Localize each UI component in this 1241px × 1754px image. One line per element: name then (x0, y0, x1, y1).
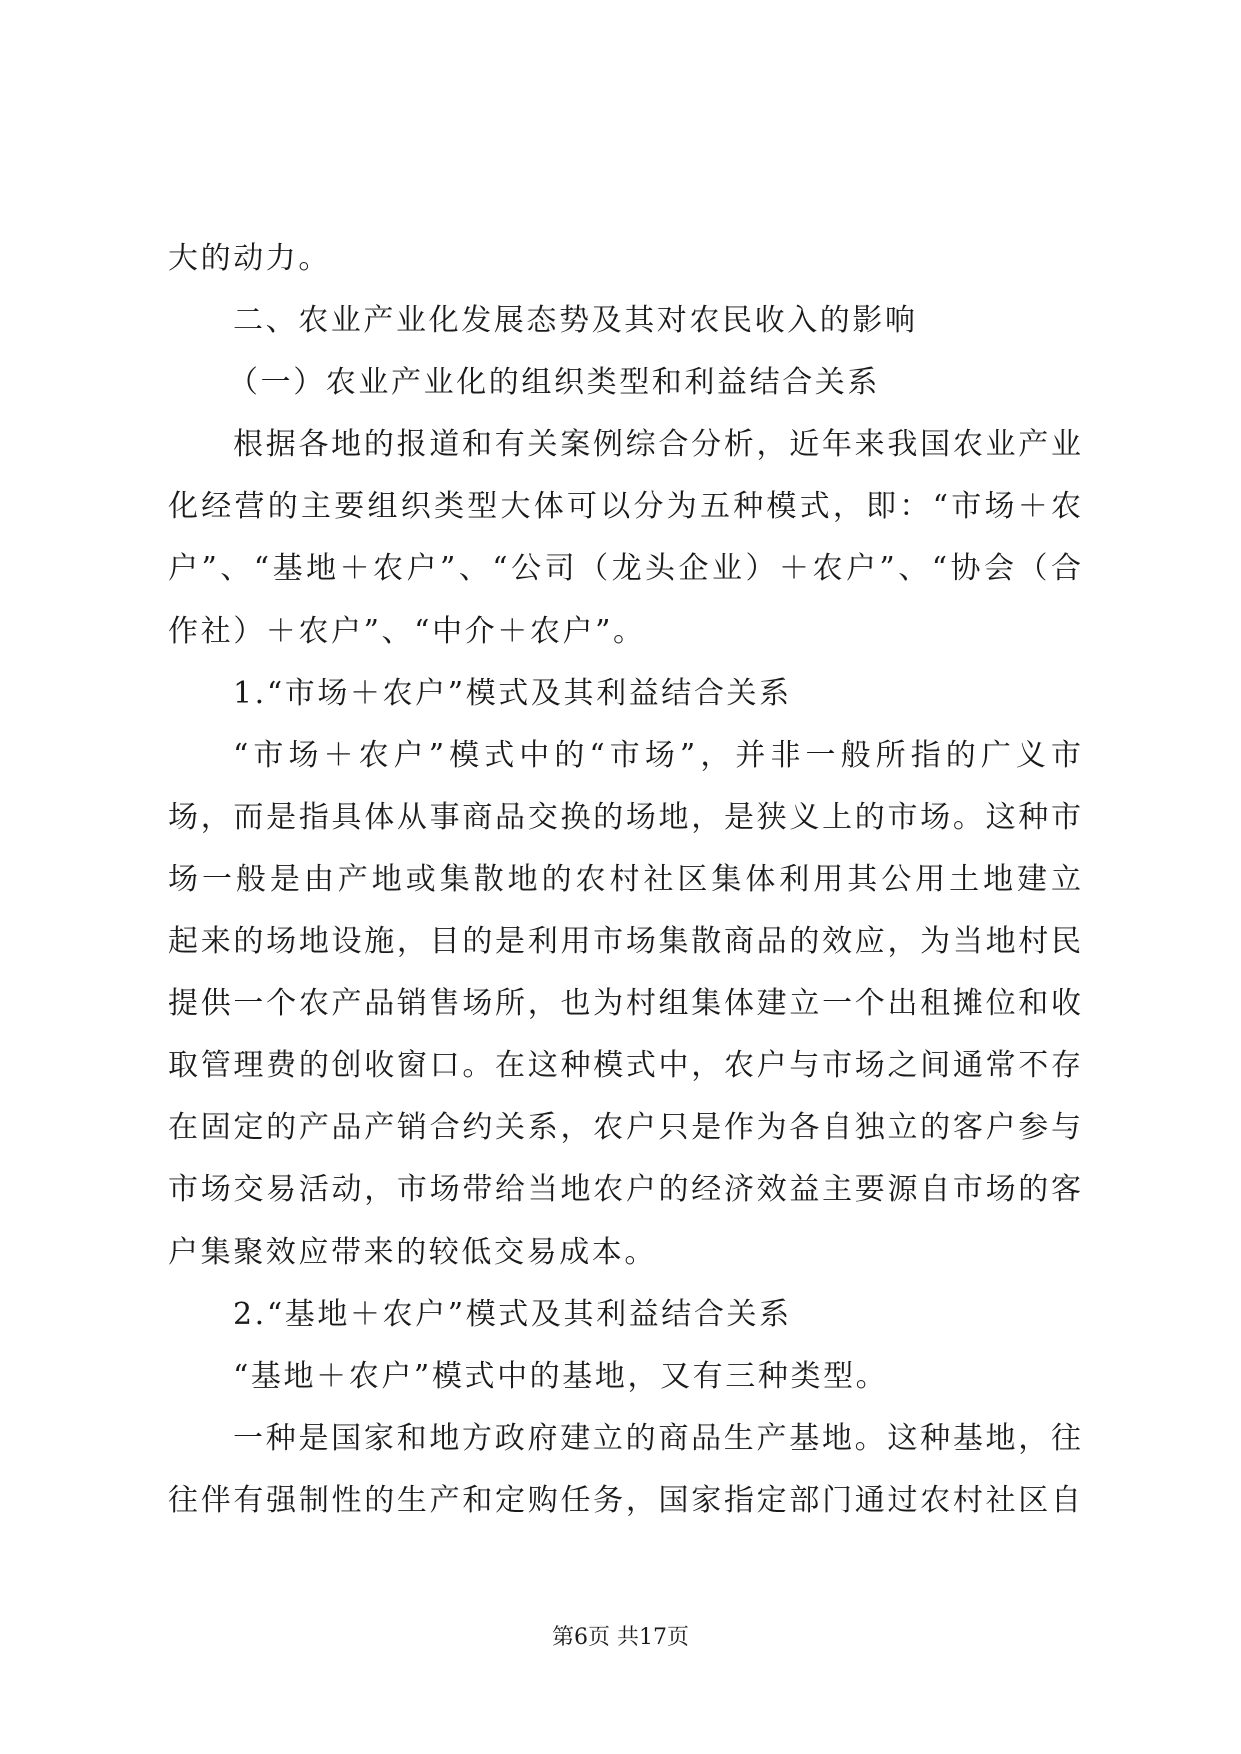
paragraph (168, 1346, 1081, 1408)
text-line: “基地＋农户”模式中的基地，又有三种类型。 (233, 1358, 889, 1394)
text-line: 户”、“基地＋农户”、“公司（龙头企业）＋农户”、“协会（合 (168, 551, 1081, 587)
section-heading (168, 290, 1081, 352)
text-line: 在固定的产品产销合约关系，农户只是作为各自独立的客户参与 (168, 1110, 1081, 1146)
section-heading-text: 二、农业产业化发展态势及其对农民收入的影响 (233, 303, 918, 339)
subsection-heading-text: （一）农业产业化的组织类型和利益结合关系 (228, 365, 880, 401)
item-heading (168, 1284, 1081, 1346)
text-line: 一种是国家和地方政府建立的商品生产基地。这种基地，往 (233, 1420, 1081, 1456)
text-line: 取管理费的创收窗口。在这种模式中，农户与市场之间通常不存 (168, 1048, 1081, 1084)
document-body (168, 228, 1081, 1532)
paragraph (168, 414, 1081, 662)
item-heading (168, 663, 1081, 725)
text-line: 提供一个农产品销售场所，也为村组集体建立一个出租摊位和收 (168, 986, 1081, 1022)
page-number-footer: 第6页 共17页 (552, 1625, 689, 1650)
subsection-heading (168, 352, 1081, 414)
text-line: 化经营的主要组织类型大体可以分为五种模式，即：“市场＋农 (168, 489, 1081, 525)
text-line: 场一般是由产地或集散地的农村社区集体利用其公用土地建立 (168, 861, 1081, 897)
text-line: 根据各地的报道和有关案例综合分析，近年来我国农业产业 (233, 427, 1081, 463)
paragraph (168, 228, 1081, 290)
paragraph (168, 725, 1081, 1284)
text-line: 大的动力。 (168, 241, 331, 276)
text-line: 作社）＋农户”、“中介＋农户”。 (168, 613, 646, 649)
text-line: 往伴有强制性的生产和定购任务，国家指定部门通过农村社区自 (168, 1482, 1081, 1518)
item-heading-text: 1.“市场＋农户”模式及其利益结合关系 (233, 675, 792, 711)
item-heading-text: 2.“基地＋农户”模式及其利益结合关系 (233, 1296, 792, 1332)
text-line: 市场交易活动，市场带给当地农户的经济效益主要源自市场的客 (168, 1172, 1081, 1208)
text-line: 户集聚效应带来的较低交易成本。 (168, 1234, 657, 1270)
text-line: 场，而是指具体从事商品交换的场地，是狭义上的市场。这种市 (168, 799, 1081, 835)
text-line: “市场＋农户”模式中的“市场”，并非一般所指的广义市 (233, 737, 1081, 773)
text-line: 起来的场地设施，目的是利用市场集散商品的效应，为当地村民 (168, 924, 1081, 960)
paragraph (168, 1408, 1081, 1532)
